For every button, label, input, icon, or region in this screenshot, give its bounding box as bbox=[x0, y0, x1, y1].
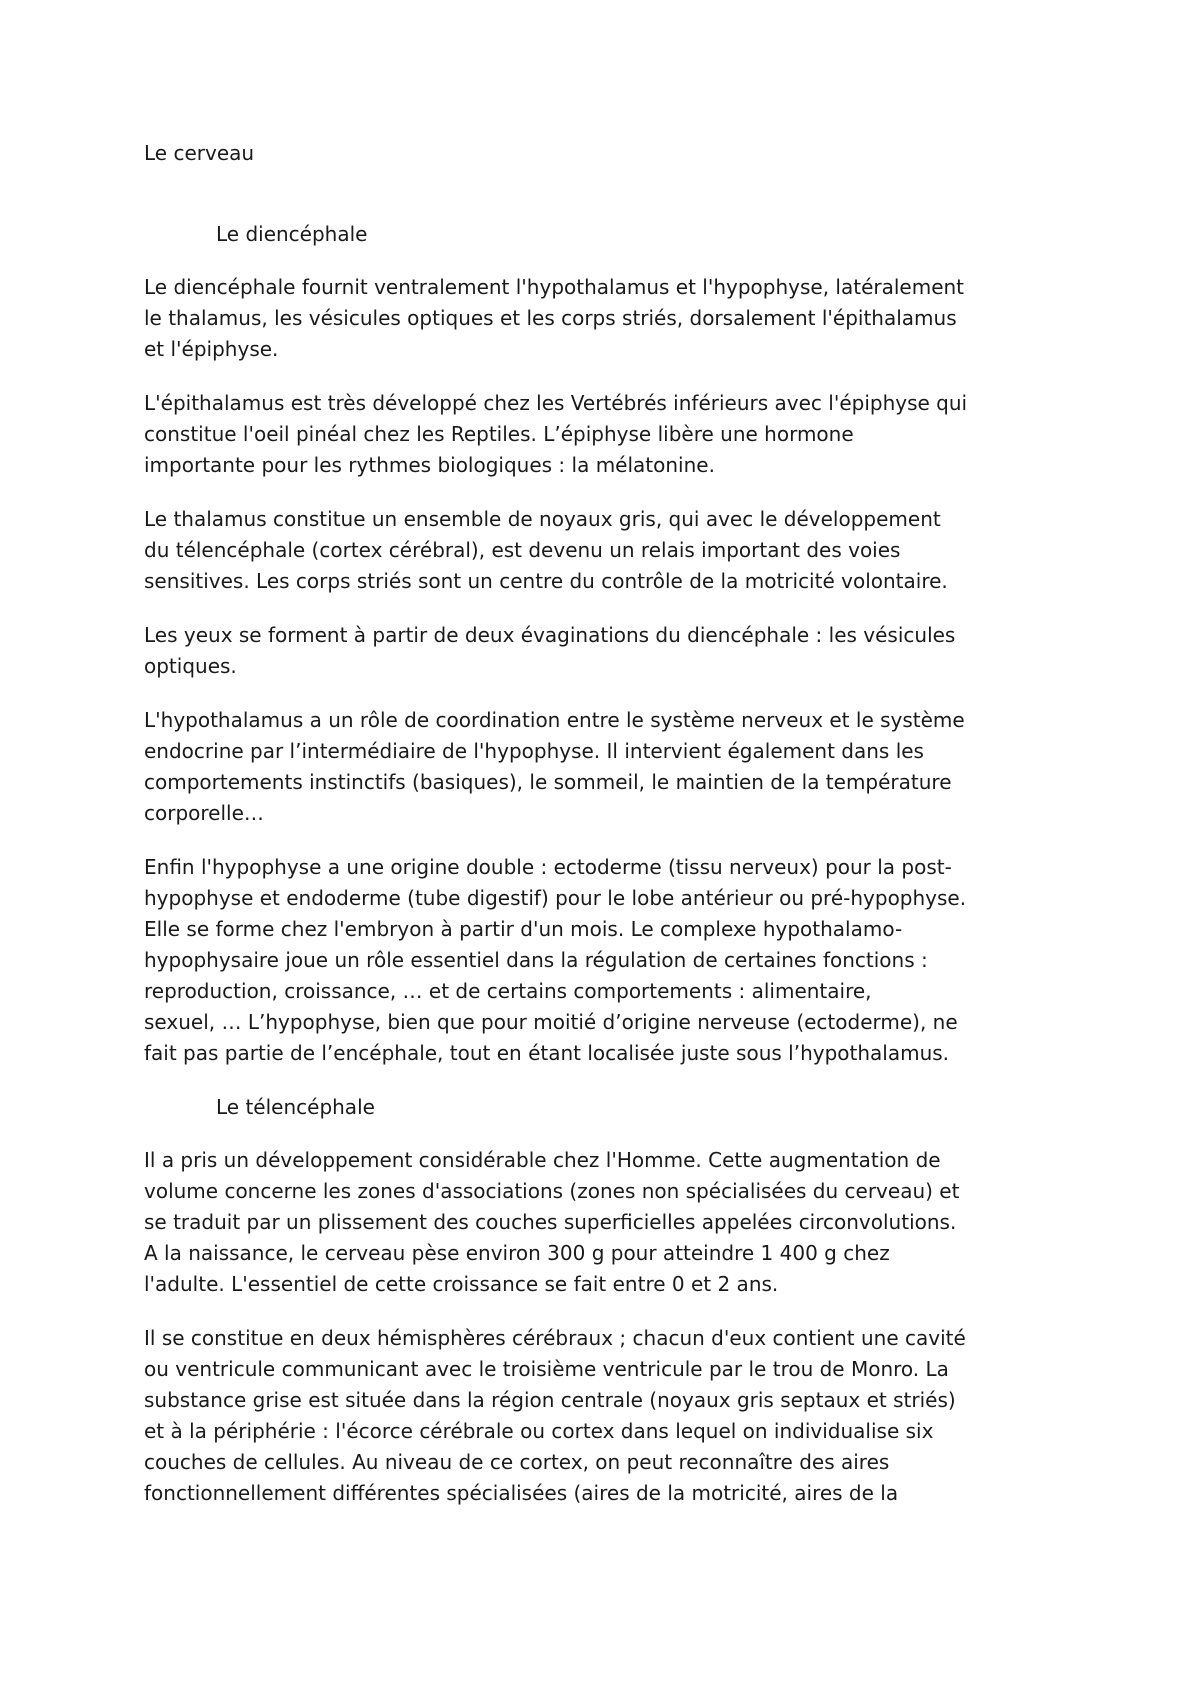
text-line: substance grise est située dans la région centrale (noyaux gris septaux et striés) bbox=[144, 1388, 956, 1412]
text-line: l'adulte. L'essentiel de cette croissance se fait entre 0 et 2 ans. bbox=[144, 1272, 779, 1296]
text-line: volume concerne les zones d'associations (zones non spécialisées du cerveau) et bbox=[144, 1179, 960, 1203]
text-line: A la naissance, le cerveau pèse environ 300 g pour atteindre 1 400 g chez bbox=[144, 1241, 890, 1265]
text-line: fait pas partie de l’encéphale, tout en étant localisée juste sous l’hypothalamus. bbox=[144, 1041, 950, 1065]
text-line: hypophysaire joue un rôle essentiel dans la régulation de certaines fonctions : bbox=[144, 948, 928, 972]
text-line: constitue l'oeil pinéal chez les Reptiles. L’épiphyse libère une hormone bbox=[144, 422, 854, 446]
text-line: Le thalamus constitue un ensemble de noyaux gris, qui avec le développement bbox=[144, 507, 941, 531]
section-heading: Le télencéphale bbox=[216, 1095, 375, 1119]
paragraph bbox=[144, 1323, 1064, 1509]
paragraph bbox=[144, 1145, 1064, 1300]
text-line: L'hypothalamus a un rôle de coordination entre le système nerveux et le système bbox=[144, 708, 965, 732]
text-line: reproduction, croissance, … et de certains comportements : alimentaire, bbox=[144, 979, 872, 1003]
text-line: le thalamus, les vésicules optiques et les corps striés, dorsalement l'épithalamus bbox=[144, 306, 957, 330]
paragraph bbox=[144, 852, 1064, 1069]
paragraph bbox=[144, 620, 1064, 682]
text-line: comportements instinctifs (basiques), le sommeil, le maintien de la température bbox=[144, 770, 952, 794]
paragraph bbox=[144, 504, 1064, 597]
text-line: se traduit par un plissement des couches superficielles appelées circonvolutions. bbox=[144, 1210, 957, 1234]
text-line: du télencéphale (cortex cérébral), est devenu un relais important des voies bbox=[144, 538, 901, 562]
text-line: L'épithalamus est très développé chez les Vertébrés inférieurs avec l'épiphyse qui bbox=[144, 391, 968, 415]
section-heading: Le diencéphale bbox=[216, 222, 368, 246]
text-line: importante pour les rythmes biologiques : la mélatonine. bbox=[144, 453, 715, 477]
text-line: Les yeux se forment à partir de deux évaginations du diencéphale : les vésicules bbox=[144, 623, 956, 647]
text-line: sexuel, … L’hypophyse, bien que pour moitié d’origine nerveuse (ectoderme), ne bbox=[144, 1010, 958, 1034]
paragraph bbox=[144, 272, 1064, 365]
text-line: ou ventricule communicant avec le troisième ventricule par le trou de Monro. La bbox=[144, 1357, 949, 1381]
section-telencephale bbox=[144, 1092, 1064, 1509]
paragraph bbox=[144, 705, 1064, 829]
document-body bbox=[144, 138, 1064, 1532]
text-line: endocrine par l’intermédiaire de l'hypophyse. Il intervient également dans les bbox=[144, 739, 924, 763]
text-line: corporelle… bbox=[144, 801, 264, 825]
text-line: Il a pris un développement considérable chez l'Homme. Cette augmentation de bbox=[144, 1148, 941, 1172]
text-line: fonctionnellement différentes spécialisées (aires de la motricité, aires de la bbox=[144, 1481, 899, 1505]
text-line: Elle se forme chez l'embryon à partir d'un mois. Le complexe hypothalamo- bbox=[144, 917, 903, 941]
text-line: hypophyse et endoderme (tube digestif) pour le lobe antérieur ou pré-hypophyse. bbox=[144, 886, 967, 910]
text-line: Enfin l'hypophyse a une origine double : ectoderme (tissu nerveux) pour la post- bbox=[144, 855, 952, 879]
text-line: sensitives. Les corps striés sont un centre du contrôle de la motricité volontaire. bbox=[144, 569, 948, 593]
section-diencephale bbox=[144, 219, 1064, 1069]
text-line: couches de cellules. Au niveau de ce cortex, on peut reconnaître des aires bbox=[144, 1450, 890, 1474]
text-line: Le diencéphale fournit ventralement l'hypothalamus et l'hypophyse, latéralement bbox=[144, 275, 965, 299]
text-line: Il se constitue en deux hémisphères cérébraux ; chacun d'eux contient une cavité bbox=[144, 1326, 966, 1350]
text-line: et l'épiphyse. bbox=[144, 337, 279, 361]
document-title: Le cerveau bbox=[144, 141, 255, 165]
paragraph bbox=[144, 388, 1064, 481]
text-line: et à la périphérie : l'écorce cérébrale ou cortex dans lequel on individualise six bbox=[144, 1419, 934, 1443]
text-line: optiques. bbox=[144, 654, 237, 678]
